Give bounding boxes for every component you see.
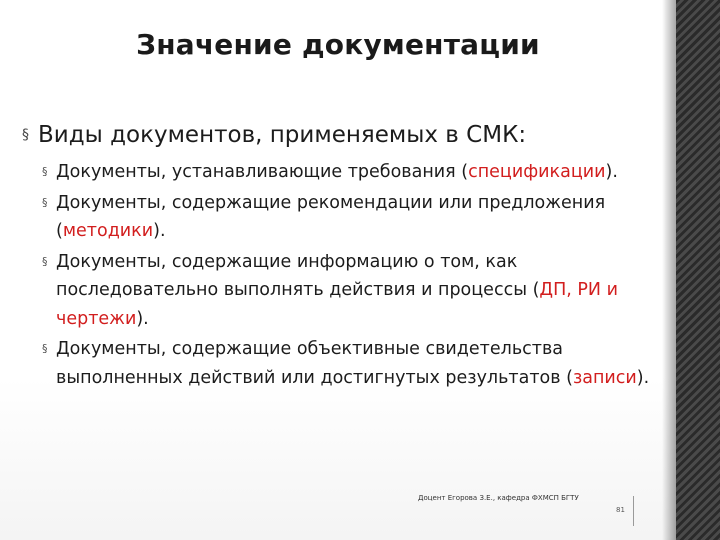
page-number: 81 — [616, 506, 625, 514]
bullet-item-accent: методики — [62, 221, 154, 241]
bullet-item-text: Документы, устанавливающие требования ( — [56, 162, 469, 182]
bullet-item-tail: ). — [636, 367, 650, 388]
bullet-marker-icon: § — [42, 165, 48, 178]
slide-title: Значение документации — [136, 28, 540, 61]
bullet-level1 — [22, 120, 662, 150]
bullet-item-text: Документы, содержащие рекомендации или предложения ( — [56, 192, 606, 241]
bullet-item-text: Документы, содержащие объективные свидетельства выполненных действий или достигнутых результатов ( — [56, 339, 573, 388]
bullet-item-tail: ). — [605, 162, 618, 182]
footer-author: Доцент Егорова З.Е., кафедра ФХМСП БГТУ — [418, 494, 579, 502]
bullet-item-accent: записи — [572, 367, 637, 388]
bullet-item-methods — [22, 189, 662, 246]
bullet-item-procedures — [22, 248, 662, 334]
bullet-item-tail: ). — [136, 308, 149, 329]
bullet-marker-icon: § — [22, 127, 29, 143]
bullet-item-specifications — [22, 158, 662, 187]
bullet-level1-text: Виды документов, применяемых в СМК: — [38, 122, 527, 148]
bullet-item-tail: ). — [153, 221, 166, 241]
bullet-marker-icon: § — [42, 254, 48, 268]
footer-divider — [633, 496, 634, 526]
bullet-marker-icon: § — [42, 195, 48, 209]
slide-body — [22, 120, 662, 394]
bullet-item-records — [22, 335, 662, 392]
bullet-item-text: Документы, содержащие информацию о том, как последовательно выполнять действия и процессы ( — [56, 251, 540, 300]
bullet-item-accent: спецификации — [468, 162, 606, 182]
decorative-side-band — [676, 0, 720, 540]
bullet-item-accent: ДП, РИ и чертежи — [56, 280, 618, 329]
bullet-marker-icon: § — [42, 342, 48, 355]
